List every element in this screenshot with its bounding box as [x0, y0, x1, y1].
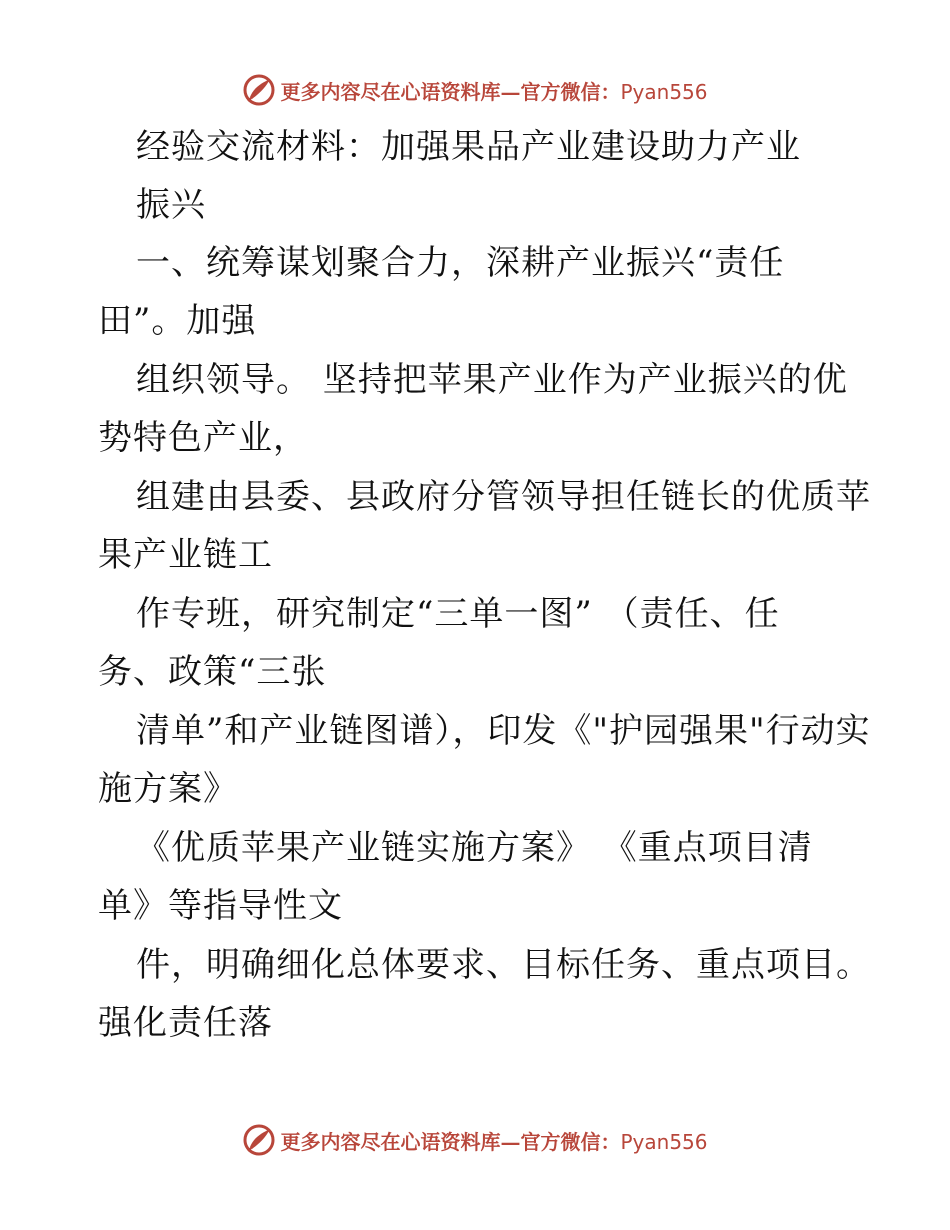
- doc-paragraph-line: 果产业链工: [98, 535, 273, 575]
- doc-paragraph-line: 清单”和产业链图谱），印发《"护园强果"行动实: [136, 711, 871, 751]
- pen-logo-icon: [242, 73, 276, 107]
- watermark-text: 更多内容尽在心语资料库—官方微信：: [280, 79, 621, 104]
- doc-paragraph-line: 组织领导。 坚持把苹果产业作为产业振兴的优: [136, 360, 848, 400]
- doc-paragraph-line: 势特色产业，: [98, 418, 308, 458]
- watermark-text: 更多内容尽在心语资料库—官方微信：: [280, 1129, 621, 1154]
- doc-paragraph-line: 务、政策“三张: [98, 652, 327, 692]
- header-watermark: [0, 70, 950, 110]
- doc-paragraph-line: 施方案》: [98, 769, 238, 809]
- doc-paragraph-line: 组建由县委、县政府分管领导担任链长的优质苹: [136, 477, 871, 517]
- doc-paragraph-line: 单》等指导性文: [98, 886, 343, 926]
- doc-paragraph-line: 作专班，研究制定“三单一图” （责任、任: [136, 594, 780, 634]
- doc-paragraph-line: 强化责任落: [98, 1003, 273, 1043]
- watermark-handle: Pyan556: [620, 79, 708, 104]
- doc-title-line-2: 振兴: [136, 185, 206, 225]
- watermark-handle: Pyan556: [620, 1129, 708, 1154]
- doc-paragraph-line: 一、统筹谋划聚合力，深耕产业振兴“责任: [136, 243, 785, 283]
- doc-title-line-1: 经验交流材料：加强果品产业建设助力产业: [136, 127, 801, 167]
- footer-watermark: [0, 1120, 950, 1160]
- doc-paragraph-line: 《优质苹果产业链实施方案》 《重点项目清: [136, 828, 813, 868]
- pen-logo-icon: [242, 1123, 276, 1157]
- doc-paragraph-line: 田”。加强: [98, 301, 257, 341]
- doc-paragraph-line: 件，明确细化总体要求、目标任务、重点项目。: [136, 945, 871, 985]
